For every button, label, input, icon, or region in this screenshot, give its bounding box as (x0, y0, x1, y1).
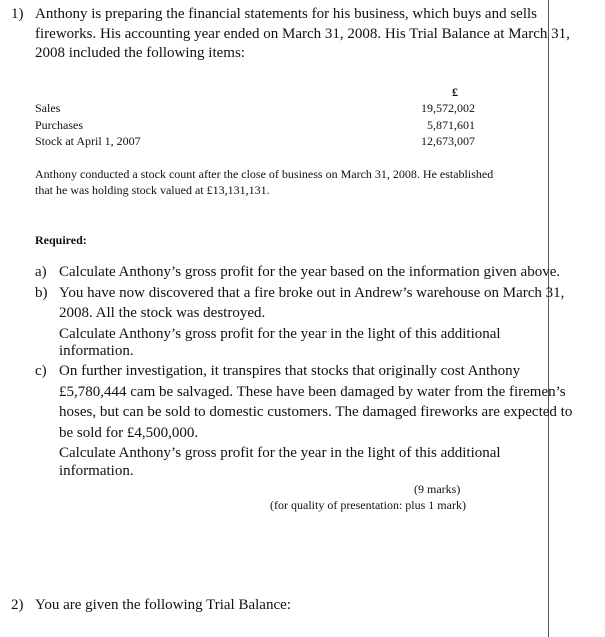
item-label-purchases: Purchases (35, 118, 83, 132)
required-heading: Required: (35, 233, 87, 247)
part-c-letter: c) (35, 363, 47, 379)
marks-label: (9 marks) (414, 482, 461, 496)
part-b-line-4: information. (59, 343, 134, 359)
item-value-sales: 19,572,002 (421, 101, 475, 115)
part-b-line-1: You have now discovered that a fire broke out in Andrew’s warehouse on March 31, (59, 285, 565, 301)
part-c-line-1: On further investigation, it transpires that stocks that originally cost Anthony (59, 363, 521, 379)
part-c-line-4: be sold for £4,500,000. (59, 425, 199, 441)
question-1-intro-line-2: fireworks. His accounting year ended on March 31, 2008. His Trial Balance at March 31, (35, 26, 570, 42)
part-c-line-5: Calculate Anthony’s gross profit for the year in the light of this additional (59, 445, 501, 461)
stock-count-line-1: Anthony conducted a stock count after the close of business on March 31, 2008. He established (35, 167, 494, 181)
part-b-line-3: Calculate Anthony’s gross profit for the year in the light of this additional (59, 326, 501, 342)
part-c-line-3: hoses, but can be sold to domestic customers. The damaged fireworks are expected to (59, 404, 573, 420)
part-a-letter: a) (35, 264, 47, 280)
item-value-purchases: 5,871,601 (427, 118, 475, 132)
page-margin-line (548, 0, 549, 637)
question-1-intro-line-3: 2008 included the following items: (35, 45, 245, 61)
part-a-line-1: Calculate Anthony’s gross profit for the year based on the information given above. (59, 264, 561, 280)
currency-header: £ (452, 85, 458, 99)
part-b-line-2: 2008. All the stock was destroyed. (59, 305, 266, 321)
question-2-text: You are given the following Trial Balance: (35, 597, 291, 613)
presentation-marks-label: (for quality of presentation: plus 1 mark) (270, 498, 466, 512)
question-1-intro-line-1: Anthony is preparing the financial statements for his business, which buys and sells (35, 6, 537, 22)
part-c-line-6: information. (59, 463, 134, 479)
item-label-sales: Sales (35, 101, 61, 115)
item-label-opening-stock: Stock at April 1, 2007 (35, 134, 141, 148)
item-value-opening-stock: 12,673,007 (421, 134, 475, 148)
part-b-letter: b) (35, 285, 48, 301)
part-c-line-2: £5,780,444 cam be salvaged. These have been damaged by water from the firemen’s (59, 384, 566, 400)
question-2-number: 2) (11, 597, 24, 613)
question-1-number: 1) (11, 6, 24, 22)
stock-count-line-2: that he was holding stock valued at £13,131,131. (35, 183, 270, 197)
